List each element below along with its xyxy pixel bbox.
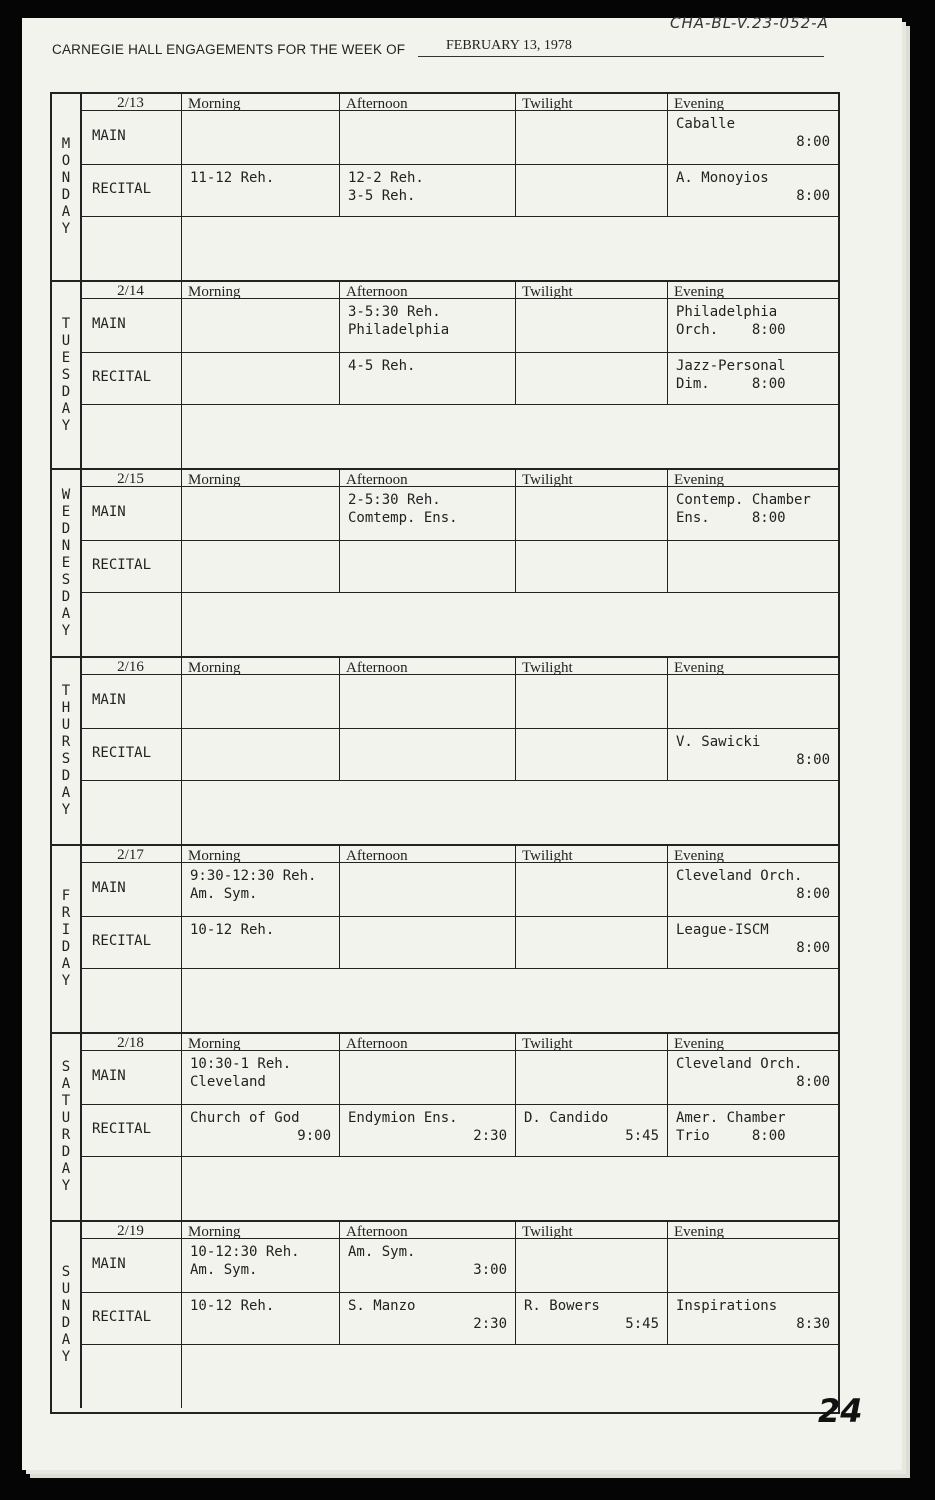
day-letter: A xyxy=(61,400,71,417)
recital-evening-cell xyxy=(668,729,838,781)
day-letter: A xyxy=(61,1332,71,1348)
main-twilight-cell xyxy=(516,675,668,729)
day-name-vertical xyxy=(52,846,82,1032)
row-label-recital: RECITAL xyxy=(80,729,182,781)
main-morning-cell xyxy=(182,675,340,729)
main-afternoon-cell xyxy=(340,1239,516,1293)
column-header-afternoon: Afternoon xyxy=(340,282,516,299)
row-label-main: MAIN xyxy=(80,1239,182,1293)
day-name-vertical xyxy=(52,658,82,844)
day-block xyxy=(52,846,838,1034)
recital-twilight-cell xyxy=(516,729,668,781)
main-afternoon-cell xyxy=(340,299,516,353)
row-label-recital: RECITAL xyxy=(80,917,182,969)
recital-twilight-cell xyxy=(516,541,668,593)
day-letter: E xyxy=(61,503,71,520)
engagement-text: 10-12 Reh. xyxy=(190,1298,275,1314)
column-header-morning: Morning xyxy=(182,94,340,111)
engagement-text: Amer. Chamber Trio 8:00 xyxy=(676,1110,786,1144)
engagement-time: 9:00 xyxy=(297,1128,331,1144)
engagement-text: Caballe xyxy=(676,116,736,132)
day-letter: Y xyxy=(61,973,71,989)
column-header-morning: Morning xyxy=(182,282,340,299)
day-letter: U xyxy=(61,332,71,349)
day-name-vertical xyxy=(52,282,82,468)
day-date: 2/19 xyxy=(80,1222,182,1239)
main-afternoon-cell xyxy=(340,863,516,917)
column-header-evening: Evening xyxy=(668,470,838,487)
day-name-vertical xyxy=(52,470,82,656)
main-evening-cell xyxy=(668,863,838,917)
main-twilight-cell xyxy=(516,1239,668,1293)
engagement-text: Inspirations xyxy=(676,1298,778,1314)
column-header-twilight: Twilight xyxy=(516,846,668,863)
day-grid xyxy=(80,1222,838,1408)
recital-evening-cell xyxy=(668,1105,838,1157)
day-block xyxy=(52,658,838,846)
column-header-evening: Evening xyxy=(668,94,838,111)
day-letter: U xyxy=(61,717,71,733)
day-date: 2/14 xyxy=(80,282,182,299)
day-letter: D xyxy=(61,187,71,203)
engagement-text: A. Monoyios xyxy=(676,170,769,186)
day-date: 2/16 xyxy=(80,658,182,675)
blank-notes-cell xyxy=(182,1157,838,1220)
day-letter: D xyxy=(61,588,71,605)
column-header-afternoon: Afternoon xyxy=(340,1034,516,1051)
day-letter: N xyxy=(61,170,71,186)
engagement-time: 8:00 xyxy=(796,752,830,768)
day-letter: D xyxy=(61,1144,71,1160)
recital-morning-cell xyxy=(182,729,340,781)
engagement-text: 2-5:30 Reh. Comtemp. Ens. xyxy=(348,492,458,526)
recital-morning-cell xyxy=(182,353,340,405)
main-morning-cell xyxy=(182,863,340,917)
blank-label-cell xyxy=(80,593,182,656)
column-header-twilight: Twilight xyxy=(516,658,668,675)
blank-notes-cell xyxy=(182,593,838,656)
recital-afternoon-cell xyxy=(340,1293,516,1345)
blank-label-cell xyxy=(80,405,182,468)
column-header-evening: Evening xyxy=(668,282,838,299)
day-letter: Y xyxy=(61,221,71,237)
main-twilight-cell xyxy=(516,1051,668,1105)
blank-label-cell xyxy=(80,1345,182,1408)
day-letter: Y xyxy=(61,1178,71,1194)
column-header-morning: Morning xyxy=(182,1034,340,1051)
day-grid xyxy=(80,94,838,280)
day-letter: Y xyxy=(61,622,71,639)
blank-notes-cell xyxy=(182,1345,838,1408)
column-header-twilight: Twilight xyxy=(516,94,668,111)
day-letter: T xyxy=(61,1093,71,1109)
engagement-time: 8:00 xyxy=(796,886,830,902)
week-date: FEBRUARY 13, 1978 xyxy=(446,38,572,53)
day-date: 2/13 xyxy=(80,94,182,111)
day-letter: D xyxy=(61,768,71,784)
main-twilight-cell xyxy=(516,863,668,917)
engagement-time: 8:00 xyxy=(796,1074,830,1090)
main-morning-cell xyxy=(182,1239,340,1293)
engagement-text: S. Manzo xyxy=(348,1298,416,1314)
recital-morning-cell xyxy=(182,541,340,593)
engagement-time: 8:00 xyxy=(796,188,830,204)
day-letter: U xyxy=(61,1281,71,1297)
main-morning-cell xyxy=(182,487,340,541)
engagement-time: 8:00 xyxy=(796,134,830,150)
recital-afternoon-cell xyxy=(340,729,516,781)
day-date: 2/17 xyxy=(80,846,182,863)
day-name-vertical xyxy=(52,1034,82,1220)
day-letter: A xyxy=(61,204,71,220)
engagement-time: 8:00 xyxy=(796,940,830,956)
row-label-main: MAIN xyxy=(80,863,182,917)
recital-afternoon-cell xyxy=(340,917,516,969)
page-number: 24 xyxy=(818,1392,863,1430)
day-letter: A xyxy=(61,1161,71,1177)
column-header-afternoon: Afternoon xyxy=(340,470,516,487)
main-evening-cell xyxy=(668,111,838,165)
engagement-time: 5:45 xyxy=(625,1128,659,1144)
day-name-vertical xyxy=(52,94,82,280)
blank-notes-cell xyxy=(182,217,838,280)
row-label-recital: RECITAL xyxy=(80,1105,182,1157)
main-evening-cell xyxy=(668,299,838,353)
recital-morning-cell xyxy=(182,1105,340,1157)
day-block xyxy=(52,470,838,658)
column-header-twilight: Twilight xyxy=(516,282,668,299)
engagement-text: 10-12:30 Reh. Am. Sym. xyxy=(190,1244,300,1278)
engagement-text: Church of God xyxy=(190,1110,300,1126)
blank-label-cell xyxy=(80,1157,182,1220)
recital-evening-cell xyxy=(668,917,838,969)
engagement-text: V. Sawicki xyxy=(676,734,761,750)
recital-morning-cell xyxy=(182,1293,340,1345)
day-letter: Y xyxy=(61,1349,71,1365)
row-label-recital: RECITAL xyxy=(80,541,182,593)
recital-afternoon-cell xyxy=(340,353,516,405)
day-letter: S xyxy=(61,1264,71,1280)
blank-label-cell xyxy=(80,217,182,280)
recital-twilight-cell xyxy=(516,165,668,217)
recital-morning-cell xyxy=(182,165,340,217)
day-letter: D xyxy=(61,383,71,400)
blank-label-cell xyxy=(80,781,182,844)
day-name-vertical xyxy=(52,1222,82,1408)
recital-afternoon-cell xyxy=(340,541,516,593)
engagement-text: League-ISCM xyxy=(676,922,769,938)
main-evening-cell xyxy=(668,675,838,729)
day-letter: Y xyxy=(61,417,71,434)
blank-notes-cell xyxy=(182,969,838,1032)
main-afternoon-cell xyxy=(340,111,516,165)
day-letter: I xyxy=(61,922,71,938)
day-block xyxy=(52,282,838,470)
column-header-afternoon: Afternoon xyxy=(340,1222,516,1239)
engagement-text: Contemp. Chamber Ens. 8:00 xyxy=(676,492,811,526)
day-letter: A xyxy=(61,605,71,622)
engagement-text: 4-5 Reh. xyxy=(348,358,416,374)
recital-morning-cell xyxy=(182,917,340,969)
main-evening-cell xyxy=(668,1051,838,1105)
engagement-text: 10:30-1 Reh. Cleveland xyxy=(190,1056,292,1090)
day-letter: S xyxy=(61,751,71,767)
engagement-time: 2:30 xyxy=(473,1128,507,1144)
blank-notes-cell xyxy=(182,405,838,468)
column-header-twilight: Twilight xyxy=(516,1222,668,1239)
day-letter: W xyxy=(61,486,71,503)
day-letter: E xyxy=(61,349,71,366)
engagement-text: Cleveland Orch. xyxy=(676,1056,803,1072)
recital-evening-cell xyxy=(668,353,838,405)
recital-evening-cell xyxy=(668,541,838,593)
day-letter: S xyxy=(61,366,71,383)
day-letter: R xyxy=(61,905,71,921)
day-grid xyxy=(80,282,838,468)
recital-twilight-cell xyxy=(516,353,668,405)
column-header-morning: Morning xyxy=(182,846,340,863)
day-letter: E xyxy=(61,554,71,571)
engagement-time: 5:45 xyxy=(625,1316,659,1332)
row-label-main: MAIN xyxy=(80,675,182,729)
day-letter: O xyxy=(61,153,71,169)
main-twilight-cell xyxy=(516,299,668,353)
recital-twilight-cell xyxy=(516,1105,668,1157)
column-header-evening: Evening xyxy=(668,1034,838,1051)
weekly-schedule-table xyxy=(50,92,840,1414)
day-letter: N xyxy=(61,1298,71,1314)
main-afternoon-cell xyxy=(340,1051,516,1105)
day-date: 2/18 xyxy=(80,1034,182,1051)
day-grid xyxy=(80,1034,838,1220)
engagement-text: 9:30-12:30 Reh. Am. Sym. xyxy=(190,868,317,902)
day-grid xyxy=(80,846,838,1032)
day-letter: D xyxy=(61,939,71,955)
column-header-morning: Morning xyxy=(182,658,340,675)
engagement-text: 11-12 Reh. xyxy=(190,170,275,186)
day-letter: A xyxy=(61,1076,71,1092)
row-label-recital: RECITAL xyxy=(80,1293,182,1345)
day-grid xyxy=(80,470,838,656)
day-block xyxy=(52,1222,838,1408)
day-letter: T xyxy=(61,315,71,332)
main-morning-cell xyxy=(182,299,340,353)
day-letter: S xyxy=(61,1059,71,1075)
column-header-morning: Morning xyxy=(182,470,340,487)
recital-evening-cell xyxy=(668,1293,838,1345)
engagement-text: R. Bowers xyxy=(524,1298,600,1314)
main-afternoon-cell xyxy=(340,487,516,541)
column-header-afternoon: Afternoon xyxy=(340,658,516,675)
day-letter: D xyxy=(61,1315,71,1331)
day-letter: D xyxy=(61,520,71,537)
day-letter: S xyxy=(61,571,71,588)
engagement-text: 10-12 Reh. xyxy=(190,922,275,938)
day-letter: F xyxy=(61,888,71,904)
row-label-recital: RECITAL xyxy=(80,353,182,405)
column-header-morning: Morning xyxy=(182,1222,340,1239)
column-header-afternoon: Afternoon xyxy=(340,94,516,111)
engagement-text: 12-2 Reh. 3-5 Reh. xyxy=(348,170,424,204)
day-letter: T xyxy=(61,683,71,699)
manuscript-id: CHA-BL-V.23-052-A xyxy=(670,14,829,32)
engagement-text: Philadelphia Orch. 8:00 xyxy=(676,304,786,338)
row-label-recital: RECITAL xyxy=(80,165,182,217)
blank-notes-cell xyxy=(182,781,838,844)
row-label-main: MAIN xyxy=(80,111,182,165)
column-header-twilight: Twilight xyxy=(516,1034,668,1051)
row-label-main: MAIN xyxy=(80,1051,182,1105)
engagement-text: Jazz-Personal Dim. 8:00 xyxy=(676,358,786,392)
engagement-text: Endymion Ens. xyxy=(348,1110,458,1126)
day-letter: A xyxy=(61,785,71,801)
column-header-twilight: Twilight xyxy=(516,470,668,487)
recital-afternoon-cell xyxy=(340,1105,516,1157)
day-letter: H xyxy=(61,700,71,716)
main-morning-cell xyxy=(182,111,340,165)
engagement-time: 8:30 xyxy=(796,1316,830,1332)
engagement-time: 3:00 xyxy=(473,1262,507,1278)
row-label-main: MAIN xyxy=(80,299,182,353)
main-morning-cell xyxy=(182,1051,340,1105)
engagement-text: 3-5:30 Reh. Philadelphia xyxy=(348,304,450,338)
engagement-text: D. Candido xyxy=(524,1110,609,1126)
recital-evening-cell xyxy=(668,165,838,217)
day-letter: R xyxy=(61,1127,71,1143)
day-letter: R xyxy=(61,734,71,750)
column-header-evening: Evening xyxy=(668,1222,838,1239)
main-evening-cell xyxy=(668,487,838,541)
engagement-text: Cleveland Orch. xyxy=(676,868,803,884)
day-letter: N xyxy=(61,537,71,554)
recital-twilight-cell xyxy=(516,917,668,969)
engagement-time: 2:30 xyxy=(473,1316,507,1332)
engagement-text: Am. Sym. xyxy=(348,1244,416,1260)
page-title: CARNEGIE HALL ENGAGEMENTS FOR THE WEEK OF xyxy=(52,42,406,57)
day-letter: A xyxy=(61,956,71,972)
day-grid xyxy=(80,658,838,844)
recital-twilight-cell xyxy=(516,1293,668,1345)
column-header-evening: Evening xyxy=(668,658,838,675)
main-twilight-cell xyxy=(516,111,668,165)
main-twilight-cell xyxy=(516,487,668,541)
day-letter: M xyxy=(61,136,71,152)
main-afternoon-cell xyxy=(340,675,516,729)
column-header-afternoon: Afternoon xyxy=(340,846,516,863)
row-label-main: MAIN xyxy=(80,487,182,541)
day-letter: Y xyxy=(61,802,71,818)
column-header-evening: Evening xyxy=(668,846,838,863)
recital-afternoon-cell xyxy=(340,165,516,217)
day-date: 2/15 xyxy=(80,470,182,487)
day-block xyxy=(52,94,838,282)
date-underline xyxy=(418,56,824,57)
day-block xyxy=(52,1034,838,1222)
day-letter: U xyxy=(61,1110,71,1126)
blank-label-cell xyxy=(80,969,182,1032)
main-evening-cell xyxy=(668,1239,838,1293)
